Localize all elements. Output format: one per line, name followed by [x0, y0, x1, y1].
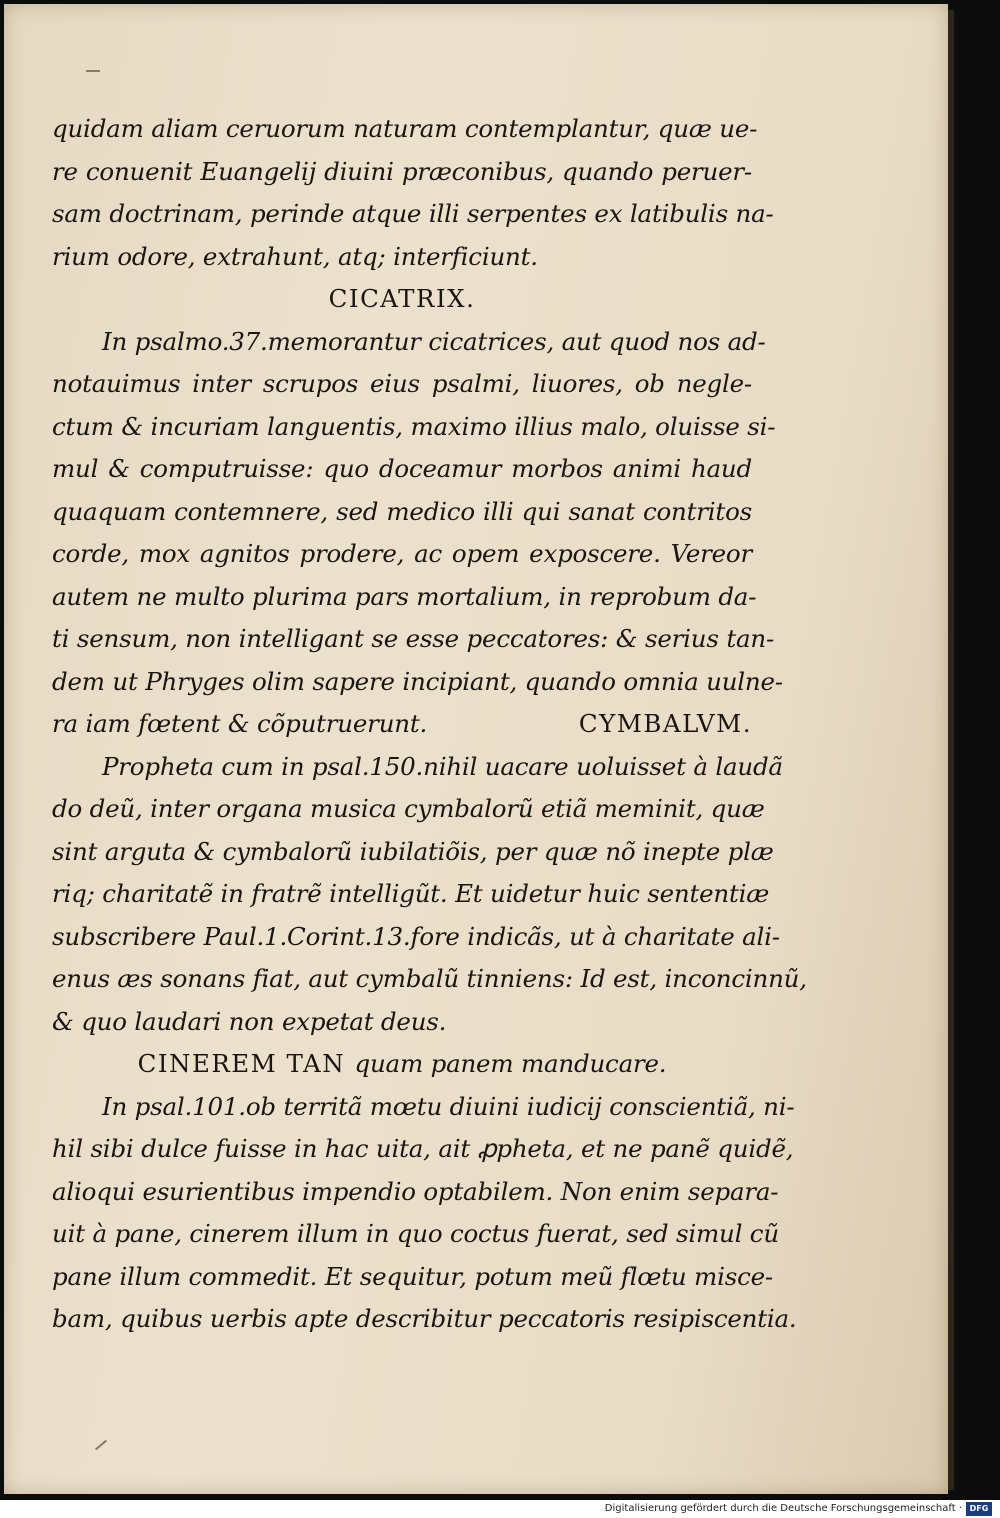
- footer-bar: [0, 1500, 1000, 1518]
- text-line: notauimus inter scrupos eius psalmi, liuores, ob negle-: [52, 369, 752, 398]
- page-mark: [95, 1440, 107, 1451]
- section-heading-cicatrix: CICATRIX.: [328, 284, 476, 313]
- text-line: uit à pane, cinerem illum in quo coctus fuerat, sed simul cũ: [52, 1219, 779, 1248]
- text-line: rium odore, extrahunt, atq; interficiunt.: [52, 241, 538, 271]
- page-mark: [86, 70, 100, 72]
- text-line: sam doctrinam, perinde atque illi serpentes ex latibulis na-: [52, 199, 774, 228]
- text-line: quidam aliam ceruorum naturam contemplantur, quæ ue-: [52, 114, 758, 143]
- book-gutter: [948, 10, 954, 1490]
- text-line: ctum & incuriam languentis, maximo illius malo, oluisse si-: [52, 411, 776, 441]
- heading-italic: quam panem manducare.: [354, 1049, 667, 1078]
- dfg-logo: DFG: [966, 1502, 992, 1516]
- text-line: subscribere Paul.1.Corint.13.fore indicãs, ut à charitate ali-: [52, 921, 780, 951]
- text-line: dem ut Phryges olim sapere incipiant, quando omnia uulne-: [52, 666, 783, 696]
- text-line: ti sensum, non intelligant se esse peccatores: & serius tan-: [52, 624, 775, 653]
- text-line: hil sibi dulce fuisse in hac uita, ait ꝓpheta, et ne panẽ quidẽ,: [52, 1134, 794, 1163]
- text-line: ra iam fœtent & cõputruerunt.: [52, 709, 428, 738]
- text-line: quaquam contemnere, sed medico illi qui sanat contritos: [52, 496, 752, 526]
- footer-credit: Digitalisierung gefördert durch die Deutsche Forschungsgemeinschaft ·: [604, 1503, 962, 1514]
- section-heading-cinerem: [52, 1043, 752, 1086]
- text-line: do deũ, inter organa musica cymbalorũ etiã meminit, quæ: [52, 794, 765, 823]
- text-line: bam, quibus uerbis apte describitur peccatoris resipiscentia.: [52, 1304, 797, 1333]
- text-line: corde, mox agnitos prodere, ac opem exposcere. Vereor: [52, 539, 752, 568]
- text-line: sint arguta & cymbalorũ iubilatiõis, per quæ nõ inepte plæ: [52, 836, 774, 866]
- text-line: re conuenit Euangelij diuini præconibus, quando peruer-: [52, 156, 752, 186]
- text-line: enus æs sonans fiat, aut cymbalũ tinniens: Id est, inconcinnũ,: [52, 964, 807, 993]
- book-page: [4, 4, 948, 1494]
- text-line-with-heading: [52, 703, 752, 746]
- text-line: & quo laudari non expetat deus.: [52, 1006, 447, 1036]
- text-line: pane illum commedit. Et sequitur, potum meũ flœtu misce-: [52, 1261, 774, 1291]
- text-line: alioqui esurientibus impendio optabilem. Non enim separa-: [52, 1176, 779, 1206]
- section-heading-cymbalum: CYMBALVM.: [578, 709, 752, 738]
- text-line: autem ne multo plurima pars mortalium, in reprobum da-: [52, 581, 757, 611]
- text-line: Propheta cum in psal.150.nihil uacare uoluisset à laudã: [102, 751, 783, 781]
- text-line: In psal.101.ob territã mœtu diuini iudicij conscientiã, ni-: [102, 1091, 795, 1121]
- page-text: [52, 108, 807, 1341]
- text-line: riq; charitatẽ in fratrẽ intelligũt. Et uidetur huic sententiæ: [52, 879, 770, 908]
- text-line: mul & computruisse: quo doceamur morbos animi haud: [52, 454, 752, 483]
- heading-caps: CINEREM TAN: [137, 1049, 346, 1078]
- text-line: In psalmo.37.memorantur cicatrices, aut quod nos ad-: [102, 326, 766, 356]
